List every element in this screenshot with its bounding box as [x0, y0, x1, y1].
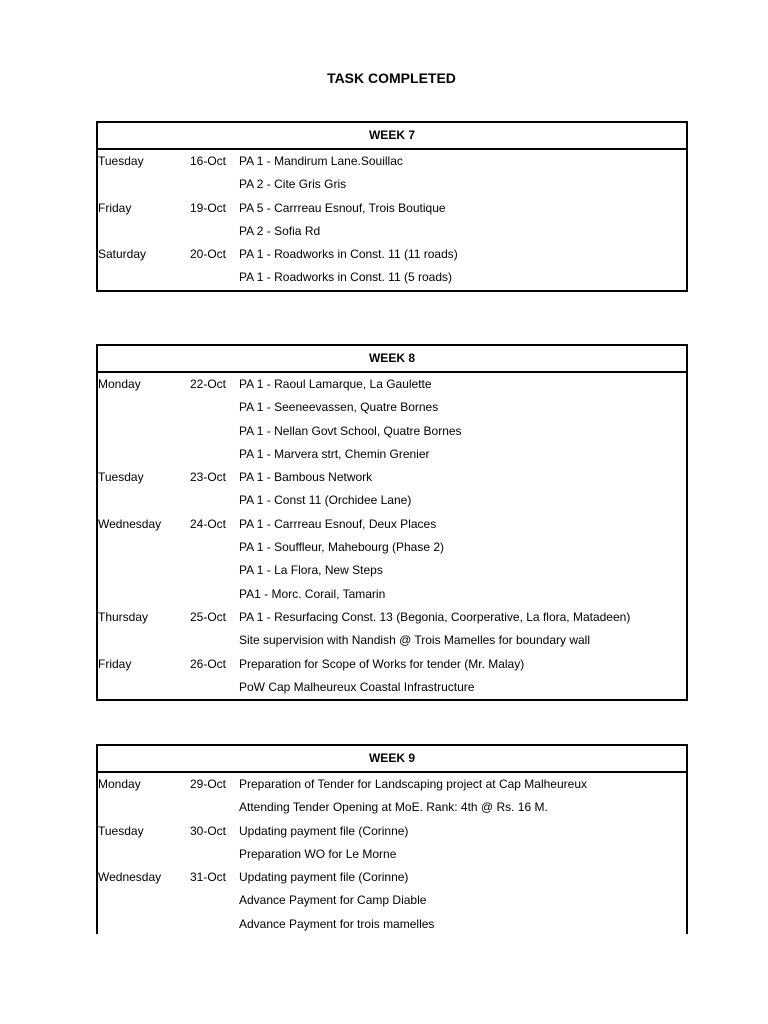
table-row: [98, 629, 686, 652]
table-row: [98, 653, 686, 676]
task-cell: Preparation for Scope of Works for tender (Mr. Malay): [239, 656, 525, 671]
date-cell: 25-Oct: [189, 609, 226, 624]
task-cell: Advance Payment for Camp Diable: [239, 893, 427, 908]
week-8-table: [96, 344, 688, 701]
date-cell: 16-Oct: [189, 154, 226, 168]
task-cell: PA 1 - La Flora, New Steps: [239, 563, 383, 578]
task-cell: PA1 - Morc. Corail, Tamarin: [239, 586, 386, 601]
table-row: [98, 866, 686, 889]
table-row: [98, 843, 686, 866]
table-row: [98, 676, 686, 699]
date-cell: 31-Oct: [189, 870, 226, 885]
day-cell: Monday: [98, 777, 141, 791]
task-cell: PA 1 - Roadworks in Const. 11 (5 roads): [239, 270, 452, 285]
table-row: [98, 796, 686, 819]
date-cell: 23-Oct: [189, 470, 226, 485]
task-cell: Site supervision with Nandish @ Trois Mamelles for boundary wall: [239, 633, 590, 648]
task-cell: PA 1 - Marvera strt, Chemin Grenier: [239, 446, 430, 461]
table-row: [98, 820, 686, 843]
task-cell: PA 2 - Sofia Rd: [239, 223, 321, 238]
table-row: [98, 606, 686, 629]
table-row: [98, 150, 686, 173]
task-cell: PA 1 - Const 11 (Orchidee Lane): [239, 493, 412, 508]
task-cell: PA 1 - Raoul Lamarque, La Gaulette: [239, 377, 432, 391]
table-row: [98, 266, 686, 289]
task-cell: Updating payment file (Corinne): [239, 823, 409, 838]
task-cell: Preparation WO for Le Morne: [239, 846, 397, 861]
day-cell: Wednesday: [98, 870, 162, 885]
table-row: [98, 220, 686, 243]
week-header: WEEK 7: [98, 123, 686, 150]
day-cell: Thursday: [98, 609, 149, 624]
table-row: [98, 373, 686, 396]
task-cell: Attending Tender Opening at MoE. Rank: 4th @ Rs. 16 M.: [239, 800, 548, 815]
date-cell: 29-Oct: [189, 777, 226, 791]
task-cell: PA 1 - Carrreau Esnouf, Deux Places: [239, 516, 437, 531]
task-cell: Advance Payment for trois mamelles: [239, 916, 435, 931]
task-cell: PA 1 - Souffleur, Mahebourg (Phase 2): [239, 540, 445, 555]
table-row: [98, 420, 686, 443]
date-cell: 22-Oct: [189, 377, 226, 391]
table-row: [98, 243, 686, 266]
task-cell: PA 1 - Resurfacing Const. 13 (Begonia, Coorperative, La flora, Matadeen): [239, 609, 631, 624]
task-cell: PA 5 - Carrreau Esnouf, Trois Boutique: [239, 200, 446, 215]
table-row: [98, 559, 686, 582]
table-row: [98, 889, 686, 912]
task-cell: PA 1 - Seeneevassen, Quatre Bornes: [239, 400, 439, 415]
task-cell: PA 1 - Nellan Govt School, Quatre Bornes: [239, 423, 462, 438]
task-cell: PA 2 - Cite Gris Gris: [239, 177, 347, 192]
task-cell: Preparation of Tender for Landscaping project at Cap Malheureux: [239, 777, 587, 791]
task-cell: PoW Cap Malheureux Coastal Infrastructure: [239, 679, 475, 694]
date-cell: 24-Oct: [189, 516, 226, 531]
day-cell: Friday: [98, 200, 132, 215]
task-cell: PA 1 - Mandirum Lane.Souillac: [239, 154, 403, 168]
page-title: TASK COMPLETED: [327, 70, 456, 86]
day-cell: Saturday: [98, 247, 147, 262]
table-row: [98, 466, 686, 489]
table-row: [98, 913, 686, 936]
day-cell: Tuesday: [98, 470, 144, 485]
day-cell: Wednesday: [98, 516, 162, 531]
day-cell: Tuesday: [98, 154, 144, 168]
date-cell: 19-Oct: [189, 200, 226, 215]
week-header: WEEK 9: [98, 746, 686, 773]
table-row: [98, 583, 686, 606]
date-cell: 20-Oct: [189, 247, 226, 262]
table-row: [98, 443, 686, 466]
day-cell: Monday: [98, 377, 141, 391]
date-cell: 30-Oct: [189, 823, 226, 838]
day-cell: Friday: [98, 656, 132, 671]
task-cell: Updating payment file (Corinne): [239, 870, 409, 885]
task-cell: PA 1 - Bambous Network: [239, 470, 373, 485]
table-row: [98, 489, 686, 512]
table-row: [98, 197, 686, 220]
task-cell: PA 1 - Roadworks in Const. 11 (11 roads): [239, 247, 458, 262]
table-row: [98, 396, 686, 419]
day-cell: Tuesday: [98, 823, 144, 838]
week-header: WEEK 8: [98, 346, 686, 373]
table-row: [98, 536, 686, 559]
date-cell: 26-Oct: [189, 656, 226, 671]
table-row: [98, 173, 686, 196]
week-7-table: [96, 121, 688, 292]
table-row: [98, 513, 686, 536]
table-row: [98, 773, 686, 796]
week-9-table: [96, 744, 688, 934]
